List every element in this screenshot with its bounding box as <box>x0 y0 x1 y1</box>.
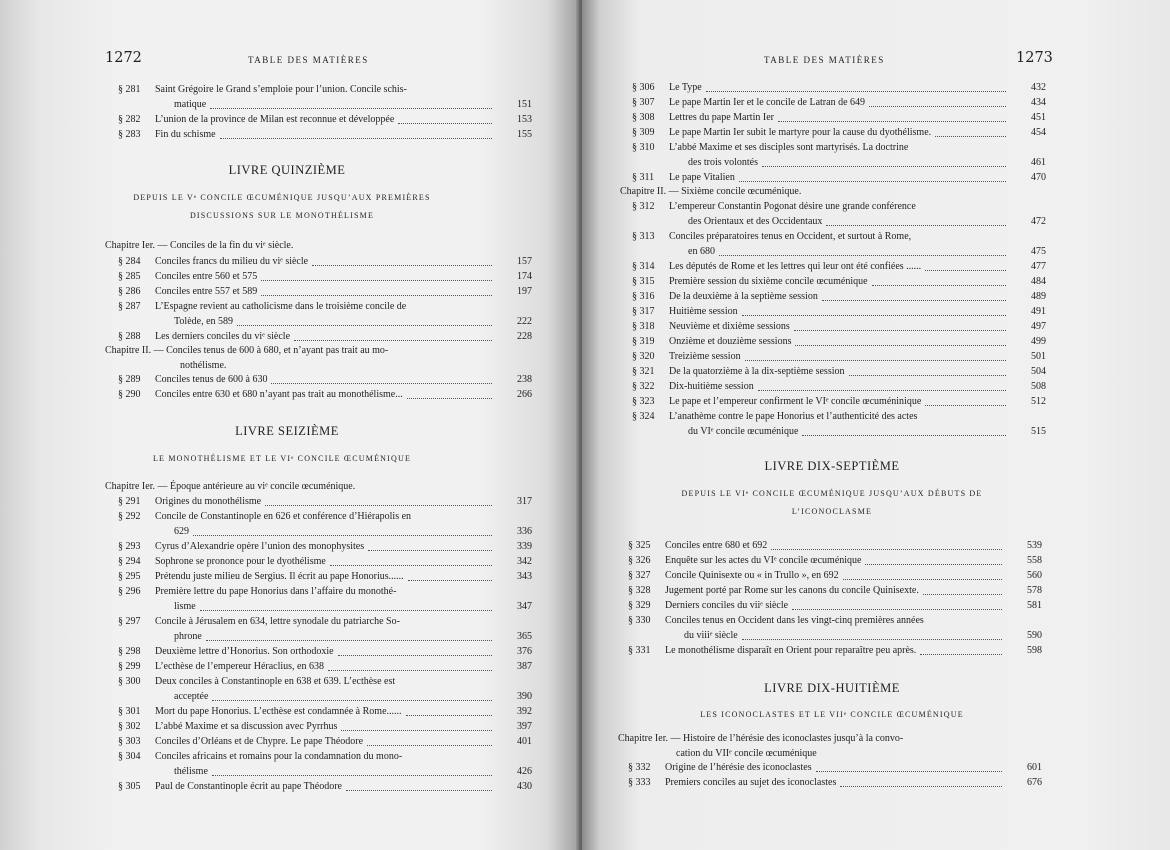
dot-leader <box>872 271 1006 286</box>
dot-leader <box>869 92 1006 107</box>
dot-leader <box>778 107 1006 122</box>
section-number: § 285 <box>118 271 141 282</box>
dot-leader <box>792 595 1002 610</box>
toc-entries <box>628 538 1042 658</box>
entry-title: Prétendu juste milieu de Sergius. Il écrit au pape Honorius...... <box>155 571 404 582</box>
section-number: § 303 <box>118 736 141 747</box>
section-number: § 322 <box>632 381 655 392</box>
section-number: § 281 <box>118 84 141 95</box>
entry-title: De la deuxième à la septième session <box>669 291 818 302</box>
toc-entries-top <box>118 82 532 142</box>
book-subtitle: LE MONOTHÉLISME ET LE VIᵉ CONCILE ŒCUMÉNIQUE <box>152 454 412 463</box>
page-ref: 451 <box>1031 112 1046 123</box>
section-number: § 333 <box>628 777 651 788</box>
dot-leader <box>742 301 1006 316</box>
chapter-heading: Chapitre Ier. — Époque antérieure au viᵉ concile œcuménique. <box>105 481 356 492</box>
entry-title: Conciles préparatoires tenus en Occident, et surtout à Rome, <box>669 231 912 242</box>
page-ref: 432 <box>1031 82 1046 93</box>
running-head: TABLE DES MATIÈRES <box>764 55 885 65</box>
page-ref: 499 <box>1031 336 1046 347</box>
section-number: § 313 <box>632 231 655 242</box>
dot-leader <box>925 391 1006 406</box>
entry-title: De la quatorzième à la dix-septième session <box>669 366 845 377</box>
dot-leader <box>758 376 1006 391</box>
entry-title: Derniers conciles du viiᵉ siècle <box>665 600 789 611</box>
section-number: § 297 <box>118 616 141 627</box>
toc-entries <box>628 760 1042 790</box>
section-number: § 306 <box>632 82 655 93</box>
page-ref: 501 <box>1031 351 1046 362</box>
toc-row <box>628 775 1042 790</box>
entry-title: L’abbé Maxime et ses disciples sont martyrisés. La doctrine <box>669 142 909 153</box>
page-ref: 387 <box>517 661 532 672</box>
book-subtitle: DISCUSSIONS SUR LE MONOTHÉLISME <box>189 211 375 220</box>
section-number: § 320 <box>632 351 655 362</box>
toc-row <box>118 387 532 402</box>
chapter-heading-cont: nothélisme. <box>180 360 227 371</box>
section-number: § 292 <box>118 511 141 522</box>
section-number: § 304 <box>118 751 141 762</box>
section-number: § 311 <box>632 172 655 183</box>
section-number: § 287 <box>118 301 141 312</box>
entry-title: Les derniers conciles du viᵉ siècle <box>155 331 291 342</box>
entry-title: du viiiᵉ siècle <box>684 630 738 641</box>
toc-row <box>118 779 532 794</box>
entry-title: Conciles entre 680 et 692 <box>665 540 768 551</box>
entry-title: Cyrus d’Alexandrie opère l’union des monophysites <box>155 541 365 552</box>
entry-title: Concile à Jérusalem en 634, lettre synodale du patriarche So- <box>155 616 400 627</box>
entry-title: Concile Quinisexte ou « in Trullo », en 692 <box>665 570 839 581</box>
section-number: § 307 <box>632 97 655 108</box>
entry-title: Mort du pape Honorius. L’ecthèse est condamnée à Rome...... <box>155 706 402 717</box>
dot-leader <box>341 716 492 731</box>
dot-leader <box>745 346 1006 361</box>
entry-title: Le pape Martin Ier et le concile de Latran de 649 <box>669 97 866 108</box>
section-number: § 327 <box>628 570 651 581</box>
section-number: § 282 <box>118 114 141 125</box>
page-ref: 397 <box>517 721 532 732</box>
section-number: § 325 <box>628 540 651 551</box>
section-number: § 314 <box>632 261 655 272</box>
chapter-heading: Chapitre II. — Sixième concile œcuménique. <box>620 186 802 197</box>
dot-leader <box>200 596 492 611</box>
section-number: § 293 <box>118 541 141 552</box>
section-number: § 329 <box>628 600 651 611</box>
page-ref: 336 <box>517 526 532 537</box>
section-number: § 326 <box>628 555 651 566</box>
book-subtitle: DEPUIS LE VIᵉ CONCILE ŒCUMÉNIQUE JUSQU’AUX DÉBUTS DE <box>681 489 983 498</box>
toc-entries <box>118 494 532 794</box>
entry-title: Fin du schisme <box>155 129 216 140</box>
entry-title: acceptée <box>174 691 209 702</box>
entry-title: Deux conciles à Constantinople en 638 et 639. L’ecthèse est <box>155 676 396 687</box>
running-head: TABLE DES MATIÈRES <box>248 55 369 65</box>
book-title: LIVRE DIX-HUITIÈME <box>764 681 900 695</box>
section-number: § 321 <box>632 366 655 377</box>
entry-title: Paul de Constantinople écrit au pape Théodore <box>155 781 342 792</box>
page-ref: 558 <box>1027 555 1042 566</box>
entry-title: Treizième session <box>669 351 741 362</box>
right-page <box>582 0 1170 850</box>
page-ref: 477 <box>1031 261 1046 272</box>
section-number: § 305 <box>118 781 141 792</box>
dot-leader <box>739 167 1006 182</box>
toc-row <box>632 125 1046 140</box>
entry-title: thélisme <box>174 766 208 777</box>
section-number: § 324 <box>632 411 655 422</box>
dot-leader <box>398 109 492 124</box>
section-number: § 316 <box>632 291 655 302</box>
entry-title: phrone <box>174 631 202 642</box>
page-ref: 512 <box>1031 396 1046 407</box>
page-ref: 475 <box>1031 246 1046 257</box>
dot-leader <box>407 384 492 399</box>
toc-row <box>118 734 532 749</box>
dot-leader <box>762 152 1006 167</box>
dot-leader <box>193 521 492 536</box>
dot-leader <box>406 701 492 716</box>
page-ref: 157 <box>517 256 532 267</box>
page-ref: 489 <box>1031 291 1046 302</box>
entry-title: L’ecthèse de l’empereur Héraclius, en 638 <box>155 661 324 672</box>
page-ref: 392 <box>517 706 532 717</box>
entry-title: Conciles africains et romains pour la condamnation du mono- <box>155 751 403 762</box>
page-ref: 151 <box>517 99 532 110</box>
toc-row <box>118 659 532 674</box>
entry-title: Dix-huitième session <box>669 381 754 392</box>
page-ref: 343 <box>517 571 532 582</box>
chapter-heading: Chapitre II. — Conciles tenus de 600 à 680, et n’ayant pas trait au mo- <box>105 345 389 356</box>
page-ref: 454 <box>1031 127 1046 138</box>
book-title: LIVRE SEIZIÈME <box>235 424 339 438</box>
section-number: § 308 <box>632 112 655 123</box>
section-number: § 289 <box>118 374 141 385</box>
section-number: § 328 <box>628 585 651 596</box>
page-ref: 228 <box>517 331 532 342</box>
dot-leader <box>706 77 1006 92</box>
dot-leader <box>212 761 492 776</box>
page-ref: 515 <box>1031 426 1046 437</box>
page-ref: 491 <box>1031 306 1046 317</box>
entry-title: en 680 <box>688 246 715 257</box>
section-number: § 317 <box>632 306 655 317</box>
page-ref: 470 <box>1031 172 1046 183</box>
entry-title: Première session du sixième concile œcuménique <box>669 276 868 287</box>
page-ref: 601 <box>1027 762 1042 773</box>
dot-leader <box>368 536 492 551</box>
entry-title: L’Espagne revient au catholicisme dans le troisième concile de <box>155 301 407 312</box>
entry-title: Conciles francs du milieu du viᵉ siècle <box>155 256 309 267</box>
page-ref: 434 <box>1031 97 1046 108</box>
section-number: § 330 <box>628 615 651 626</box>
entry-title: Neuvième et dixième sessions <box>669 321 790 332</box>
entry-title: Saint Grégoire le Grand s’emploie pour l’union. Concile schis- <box>155 84 407 95</box>
dot-leader <box>237 311 492 326</box>
page-ref: 578 <box>1027 585 1042 596</box>
page-ref: 497 <box>1031 321 1046 332</box>
section-number: § 295 <box>118 571 141 582</box>
dot-leader <box>261 266 492 281</box>
section-number: § 318 <box>632 321 655 332</box>
page-number: 1272 <box>105 50 142 66</box>
section-number: § 283 <box>118 129 141 140</box>
page-ref: 539 <box>1027 540 1042 551</box>
entry-title: Sophrone se prononce pour le dyothélisme <box>155 556 326 567</box>
entry-title: Origine de l’hérésie des iconoclastes <box>665 762 812 773</box>
section-number: § 310 <box>632 142 655 153</box>
entry-title: Lettres du pape Martin Ier <box>669 112 774 123</box>
entry-title: L’abbé Maxime et sa discussion avec Pyrrhus <box>155 721 338 732</box>
page-ref: 484 <box>1031 276 1046 287</box>
page-ref: 508 <box>1031 381 1046 392</box>
page-ref: 401 <box>517 736 532 747</box>
page-ref: 581 <box>1027 600 1042 611</box>
dot-leader <box>265 491 492 506</box>
entry-title: Le pape et l’empereur confirment le VIᵉ concile œcuméninique <box>669 396 922 407</box>
toc-row <box>118 127 532 142</box>
section-number: § 301 <box>118 706 141 717</box>
chapter-heading: Chapitre Ier. — Histoire de l’hérésie des iconoclastes jusqu’à la convo- <box>618 733 904 744</box>
entry-title: Conciles entre 630 et 680 n’ayant pas trait au monothélisme... <box>155 389 403 400</box>
toc-row <box>628 643 1042 658</box>
entry-title: Première lettre du pape Honorius dans l’affaire du monothé- <box>155 586 397 597</box>
entry-title: Premiers conciles au sujet des iconoclastes <box>665 777 837 788</box>
dot-leader <box>212 686 492 701</box>
dot-leader <box>920 640 1002 655</box>
toc-row <box>118 569 532 584</box>
toc-row <box>632 424 1046 439</box>
dot-leader <box>271 369 492 384</box>
dot-leader <box>719 241 1006 256</box>
dot-leader <box>794 316 1006 331</box>
dot-leader <box>816 757 1002 772</box>
page-ref: 676 <box>1027 777 1042 788</box>
page-ref: 347 <box>517 601 532 612</box>
entry-title: Enquête sur les actes du VIᵉ concile œcuménique <box>665 555 862 566</box>
dot-leader <box>865 550 1002 565</box>
entry-title: L’union de la province de Milan est reconnue et développée <box>155 114 395 125</box>
section-number: § 300 <box>118 676 141 687</box>
entry-title: Conciles tenus de 600 à 630 <box>155 374 268 385</box>
toc-entries <box>118 372 532 402</box>
dot-leader <box>843 565 1002 580</box>
toc-row <box>118 599 532 614</box>
dot-leader <box>771 535 1002 550</box>
toc-row <box>118 284 532 299</box>
book-title: LIVRE QUINZIÈME <box>228 163 346 177</box>
toc-row <box>118 329 532 344</box>
book-subtitle: LES ICONOCLASTES ET LE VIIᵉ CONCILE ŒCUMÉNIQUE <box>700 710 964 719</box>
dot-leader <box>294 326 492 341</box>
dot-leader <box>408 566 492 581</box>
section-number: § 284 <box>118 256 141 267</box>
page-ref: 426 <box>517 766 532 777</box>
entry-title: Huitième session <box>669 306 738 317</box>
section-number: § 323 <box>632 396 655 407</box>
entry-title: L’anathème contre le pape Honorius et l’authenticité des actes <box>669 411 918 422</box>
toc-row <box>118 494 532 509</box>
toc-entries <box>632 199 1046 439</box>
toc-row <box>632 170 1046 185</box>
toc-row <box>632 214 1046 229</box>
entry-title: Jugement porté par Rome sur les canons du concile Quinisexte. <box>665 585 919 596</box>
page-ref: 155 <box>517 129 532 140</box>
page-ref: 504 <box>1031 366 1046 377</box>
entry-title: Origines du monothélisme <box>155 496 262 507</box>
page-ref: 430 <box>517 781 532 792</box>
entry-title: L’empereur Constantin Pogonat désire une grande conférence <box>669 201 916 212</box>
entry-title: Concile de Constantinople en 626 et conférence d’Hiérapolis en <box>155 511 412 522</box>
section-number: § 288 <box>118 331 141 342</box>
section-number: § 302 <box>118 721 141 732</box>
page-ref: 560 <box>1027 570 1042 581</box>
dot-leader <box>742 625 1002 640</box>
dot-leader <box>367 731 492 746</box>
page-ref: 174 <box>517 271 532 282</box>
section-number: § 286 <box>118 286 141 297</box>
page-ref: 365 <box>517 631 532 642</box>
page-ref: 153 <box>517 114 532 125</box>
dot-leader <box>822 286 1006 301</box>
chapter-heading: Chapitre Ier. — Conciles de la fin du viᵉ siècle. <box>105 240 294 251</box>
page-ref: 342 <box>517 556 532 567</box>
page-ref: 598 <box>1027 645 1042 656</box>
section-number: § 291 <box>118 496 141 507</box>
page-ref: 472 <box>1031 216 1046 227</box>
entry-title: Le pape Martin Ier subit le martyre pour la cause du dyothélisme. <box>669 127 932 138</box>
dot-leader <box>338 641 492 656</box>
chapter-heading-cont: cation du VIIᵉ concile œcuménique <box>676 748 817 759</box>
book-subtitle: DEPUIS LE Vᵉ CONCILE ŒCUMÉNIQUE JUSQU’AUX PREMIÈRES <box>133 193 431 202</box>
page-ref: 376 <box>517 646 532 657</box>
entry-title: matique <box>174 99 207 110</box>
dot-leader <box>330 551 492 566</box>
entry-title: Deuxième lettre d’Honorius. Son orthodoxie <box>155 646 334 657</box>
dot-leader <box>840 772 1002 787</box>
entry-title: 629 <box>174 526 189 537</box>
dot-leader <box>802 421 1006 436</box>
section-number: § 315 <box>632 276 655 287</box>
entry-title: Tolède, en 589 <box>174 316 234 327</box>
page-ref: 590 <box>1027 630 1042 641</box>
dot-leader <box>935 122 1006 137</box>
page-number: 1273 <box>1016 50 1053 66</box>
dot-leader <box>328 656 492 671</box>
entry-title: Les députés de Rome et les lettres qui leur ont été confiées ...... <box>669 261 922 272</box>
dot-leader <box>220 124 492 139</box>
dot-leader <box>206 626 492 641</box>
entry-title: Onzième et douzième sessions <box>669 336 792 347</box>
entry-title: Le pape Vitalien <box>669 172 735 183</box>
dot-leader <box>849 361 1006 376</box>
toc-row <box>632 394 1046 409</box>
page-ref: 238 <box>517 374 532 385</box>
dot-leader <box>210 94 492 109</box>
section-number: § 319 <box>632 336 655 347</box>
section-number: § 298 <box>118 646 141 657</box>
book-title: LIVRE DIX-SEPTIÈME <box>764 459 900 473</box>
toc-entries <box>632 80 1046 185</box>
entry-title: Le Type <box>669 82 702 93</box>
page-ref: 222 <box>517 316 532 327</box>
entry-title: Le monothélisme disparaît en Orient pour reparaître peu après. <box>665 645 917 656</box>
toc-entries <box>118 254 532 344</box>
entry-title: Conciles entre 560 et 575 <box>155 271 258 282</box>
entry-title: Conciles d’Orléans et de Chypre. Le pape Théodore <box>155 736 364 747</box>
page-ref: 461 <box>1031 157 1046 168</box>
book-subtitle: L’ICONOCLASME <box>791 507 873 516</box>
dot-leader <box>923 580 1002 595</box>
section-number: § 331 <box>628 645 651 656</box>
section-number: § 296 <box>118 586 141 597</box>
page-ref: 317 <box>517 496 532 507</box>
section-number: § 312 <box>632 201 655 212</box>
dot-leader <box>795 331 1006 346</box>
dot-leader <box>925 256 1006 271</box>
page-ref: 339 <box>517 541 532 552</box>
entry-title: Conciles tenus en Occident dans les vingt-cinq premières années <box>665 615 924 626</box>
section-number: § 332 <box>628 762 651 773</box>
entry-title: du VIᵉ concile œcuménique <box>688 426 799 437</box>
section-number: § 294 <box>118 556 141 567</box>
entry-title: des Orientaux et des Occidentaux <box>688 216 823 227</box>
left-page <box>0 0 582 850</box>
page-ref: 266 <box>517 389 532 400</box>
section-number: § 290 <box>118 389 141 400</box>
dot-leader <box>826 211 1006 226</box>
section-number: § 299 <box>118 661 141 672</box>
dot-leader <box>312 251 492 266</box>
entry-title: des trois volontés <box>688 157 758 168</box>
entry-title: lisme <box>174 601 196 612</box>
dot-leader <box>261 281 492 296</box>
section-number: § 309 <box>632 127 655 138</box>
entry-title: Conciles entre 557 et 589 <box>155 286 258 297</box>
dot-leader <box>346 776 492 791</box>
page-ref: 197 <box>517 286 532 297</box>
page-ref: 390 <box>517 691 532 702</box>
toc-row <box>628 598 1042 613</box>
